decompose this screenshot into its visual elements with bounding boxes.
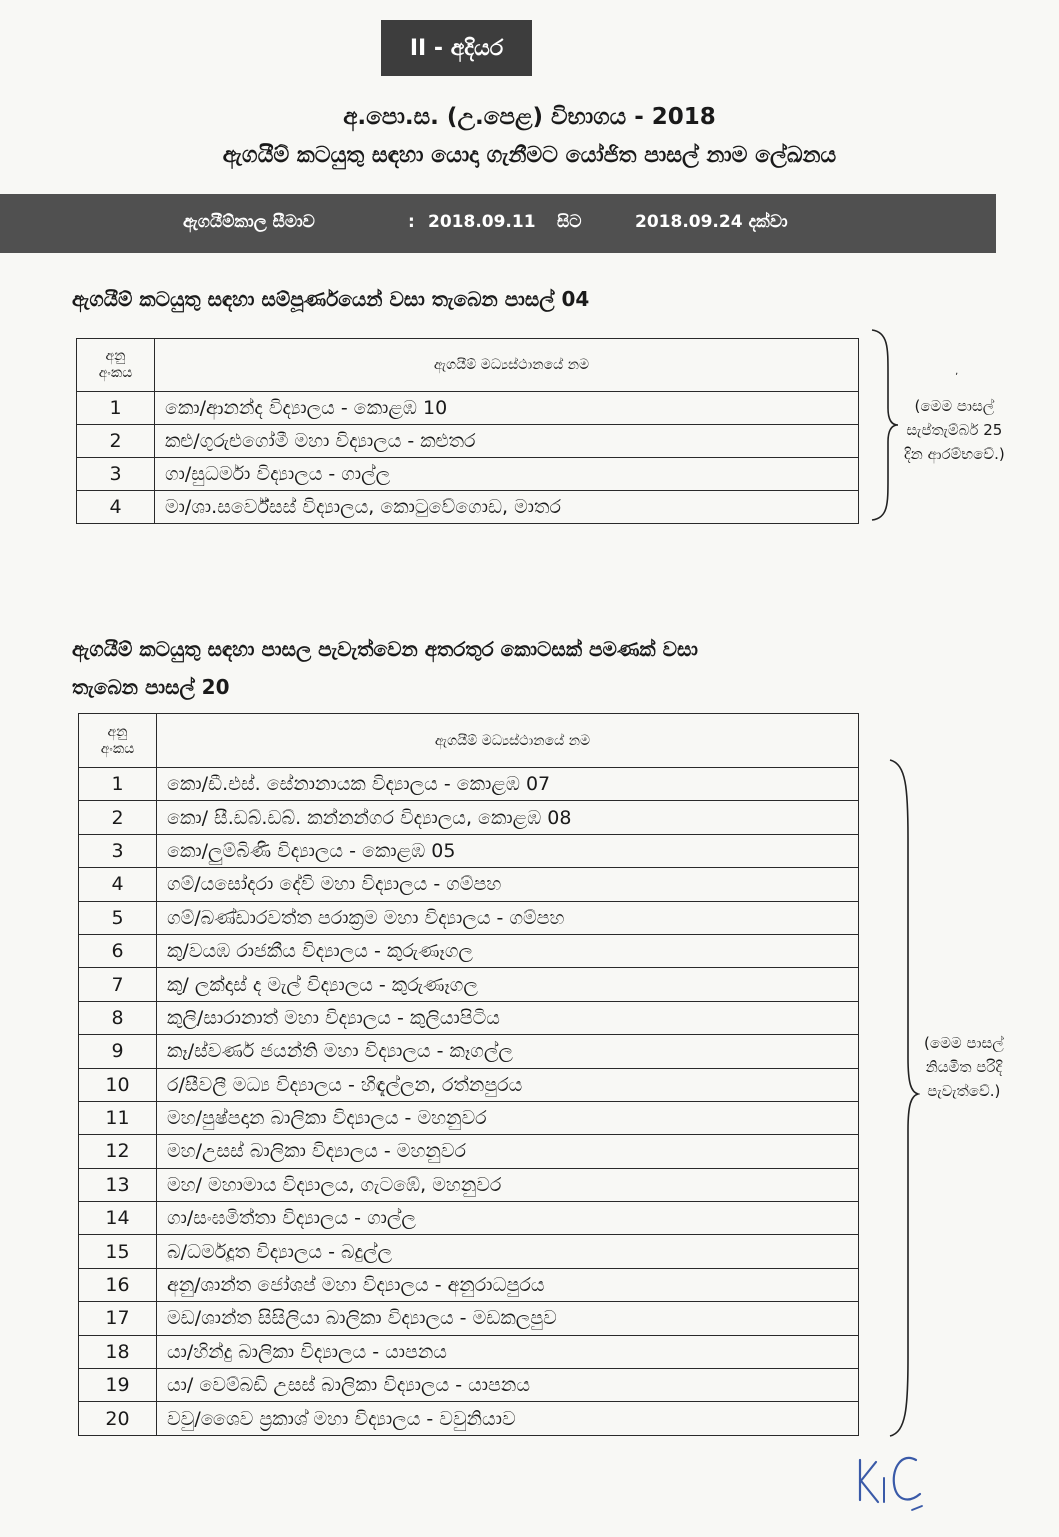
center-name: ගා/සංඝමිත්තා විද්‍යාලය - ගාල්ල xyxy=(157,1202,859,1235)
serial-number: 20 xyxy=(79,1402,157,1435)
serial-number: 10 xyxy=(79,1068,157,1101)
center-name: මා/ශා.සර්වේසස් විද්‍යාලය, කොටුවේගොඩ, මාතර xyxy=(155,491,859,524)
serial-number: 3 xyxy=(77,458,155,491)
col-center-name-header: ඇගයීම් මධ්‍යස්ථානයේ නම xyxy=(155,339,859,392)
center-name: කො/ඩී.එස්. සේනානායක විද්‍යාලය - කොළඹ 07 xyxy=(157,768,859,801)
table-row xyxy=(79,968,859,1001)
center-name: කු/ ලක්දාස් ද මැල් විද්‍යාලය - කුරුණෑගල xyxy=(157,968,859,1001)
serial-number: 1 xyxy=(77,392,155,425)
table-row xyxy=(79,768,859,801)
table-row xyxy=(79,1335,859,1368)
center-name: මහ/උසස් බාලිකා විද්‍යාලය - මහනුවර xyxy=(157,1135,859,1168)
serial-number: 19 xyxy=(79,1369,157,1402)
center-name: මඩ/ශාන්ත සිසිලියා බාලිකා විද්‍යාලය - මඩකලපුව xyxy=(157,1302,859,1335)
table-row xyxy=(77,392,859,425)
col-center-name-header: ඇගයීම් මධ්‍යස්ථානයේ නම xyxy=(157,714,859,768)
table-row xyxy=(79,1135,859,1168)
table-row xyxy=(79,1035,859,1068)
note-line: (මෙම පාසල් xyxy=(924,1034,1004,1052)
center-name: මහ/පුෂ්පදාන බාලිකා විද්‍යාලය - මහනුවර xyxy=(157,1101,859,1134)
document-title: ඇගයීම් කටයුතු සඳහා යොදා ගැනීමට යෝජිත පාසල් නාම ලේඛනය xyxy=(222,143,837,168)
serial-number: 16 xyxy=(79,1268,157,1301)
table-row xyxy=(79,1101,859,1134)
table-row xyxy=(79,868,859,901)
note-line: නියමිත පරිදි xyxy=(925,1058,1003,1076)
center-name: කළු/ගුරුළුගෝමී මහා විද්‍යාලය - කළුතර xyxy=(155,425,859,458)
fully-closed-schools-table xyxy=(76,338,859,524)
brace-right-1 xyxy=(868,328,900,522)
center-name: කුලි/සාරානාත් මහා විද්‍යාලය - කුලියාපිටිය xyxy=(157,1001,859,1034)
table-row xyxy=(79,834,859,867)
note-line: සැප්තැම්බර් 25 xyxy=(906,421,1003,439)
serial-number: 4 xyxy=(77,491,155,524)
serial-number: 11 xyxy=(79,1101,157,1134)
note-line: පැවැත්වේ.) xyxy=(927,1082,1001,1100)
table-row xyxy=(77,458,859,491)
period-label: ඇගයීම්කාල සීමාව xyxy=(183,212,315,232)
center-name: ගම්/යසෝදරා දේවි මහා විද්‍යාලය - ගම්පහ xyxy=(157,868,859,901)
serial-number: 15 xyxy=(79,1235,157,1268)
center-name: කො/ සී.ඩබ්.ඩබ්. කන්නන්ගර විද්‍යාලය, කොළඹ 08 xyxy=(157,801,859,834)
table-row xyxy=(79,1402,859,1435)
serial-number: 7 xyxy=(79,968,157,1001)
partially-closed-schools-table xyxy=(78,713,859,1436)
serial-number: 9 xyxy=(79,1035,157,1068)
center-name: ගම්/බණ්ඩාරවත්ත පරාක්‍රම මහා විද්‍යාලය - ගම්පහ xyxy=(157,901,859,934)
table-row xyxy=(77,425,859,458)
center-name: යා/හින්දු බාලිකා විද්‍යාලය - යාපනය xyxy=(157,1335,859,1368)
note-line: දින ආරම්භවේ.) xyxy=(904,445,1005,463)
center-name: මහ/ මහාමාය විද්‍යාලය, ගැටඹේ, මහනුවර xyxy=(157,1168,859,1201)
period-from-word: සිට xyxy=(557,212,582,232)
section2-heading-line1: ඇගයීම් කටයුතු සඳහා පාසල පැවැත්වෙන අතරතුර කොටසක් පමණක් වසා xyxy=(72,637,698,661)
signature-initials xyxy=(850,1448,930,1518)
period-colon: : xyxy=(408,212,415,232)
section1-note xyxy=(904,394,1005,466)
table-row xyxy=(77,491,859,524)
center-name: කෑ/ස්වර්ණ ජයන්ති මහා විද්‍යාලය - කෑගල්ල xyxy=(157,1035,859,1068)
center-name: කු/වයඹ රාජකීය විද්‍යාලය - කුරුණෑගල xyxy=(157,934,859,967)
serial-number: 5 xyxy=(79,901,157,934)
brace-right-2 xyxy=(886,758,920,1438)
table-row xyxy=(79,1168,859,1201)
evaluation-period-band xyxy=(0,194,996,253)
col-serial-header: අනු අංකය xyxy=(77,339,155,392)
serial-number: 8 xyxy=(79,1001,157,1034)
table-row xyxy=(79,1068,859,1101)
serial-number: 1 xyxy=(79,768,157,801)
center-name: බ/ධර්මදූත විද්‍යාලය - බදුල්ල xyxy=(157,1235,859,1268)
serial-number: 6 xyxy=(79,934,157,967)
note-line: (මෙම පාසල් xyxy=(914,397,995,415)
table-row xyxy=(79,1001,859,1034)
table-row xyxy=(79,1302,859,1335)
center-name: කො/ආනන්ද විද්‍යාලය - කොළඹ 10 xyxy=(155,392,859,425)
center-name: ර/සීවලී මධ්‍ය විද්‍යාලය - හිඳැල්ලන, රත්නපුරය xyxy=(157,1068,859,1101)
center-name: අනු/ශාන්ත ජෝශප් මහා විද්‍යාලය - අනුරාධපුරය xyxy=(157,1268,859,1301)
serial-number: 13 xyxy=(79,1168,157,1201)
section1-heading: ඇගයීම් කටයුතු සඳහා සම්පූර්ණයෙන් වසා තැබෙන පාසල් 04 xyxy=(72,287,590,311)
center-name: ගා/සුධර්මා විද්‍යාලය - ගාල්ල xyxy=(155,458,859,491)
serial-number: 17 xyxy=(79,1302,157,1335)
phase-badge: II - අදියර xyxy=(381,20,532,76)
note-mark: ʼ xyxy=(955,372,959,383)
center-name: යා/ වෙම්බඩි උසස් බාලිකා විද්‍යාලය - යාපනය xyxy=(157,1369,859,1402)
section2-note xyxy=(924,1031,1004,1103)
center-name: කො/ලුම්බිණි විද්‍යාලය - කොළඹ 05 xyxy=(157,834,859,867)
table-row xyxy=(79,801,859,834)
serial-number: 18 xyxy=(79,1335,157,1368)
serial-number: 3 xyxy=(79,834,157,867)
period-start-date: 2018.09.11 xyxy=(428,212,536,232)
exam-title: අ.පො.ස. (උ.පෙළ) විභාගය - 2018 xyxy=(343,104,716,130)
serial-number: 2 xyxy=(77,425,155,458)
section2-heading-line2: තැබෙන පාසල් 20 xyxy=(72,675,230,699)
serial-number: 14 xyxy=(79,1202,157,1235)
center-name: වවු/ශෛව ප්‍රකාශ් මහා විද්‍යාලය - වවුනියාව xyxy=(157,1402,859,1435)
table-row xyxy=(79,1202,859,1235)
serial-number: 2 xyxy=(79,801,157,834)
table-row xyxy=(79,1235,859,1268)
period-end-date: 2018.09.24 දක්වා xyxy=(635,212,788,232)
table-row xyxy=(79,901,859,934)
table-header-row xyxy=(77,339,859,392)
serial-number: 4 xyxy=(79,868,157,901)
col-serial-header: අනු අංකය xyxy=(79,714,157,768)
table-header-row xyxy=(79,714,859,768)
table-row xyxy=(79,934,859,967)
table-row xyxy=(79,1369,859,1402)
serial-number: 12 xyxy=(79,1135,157,1168)
table-row xyxy=(79,1268,859,1301)
